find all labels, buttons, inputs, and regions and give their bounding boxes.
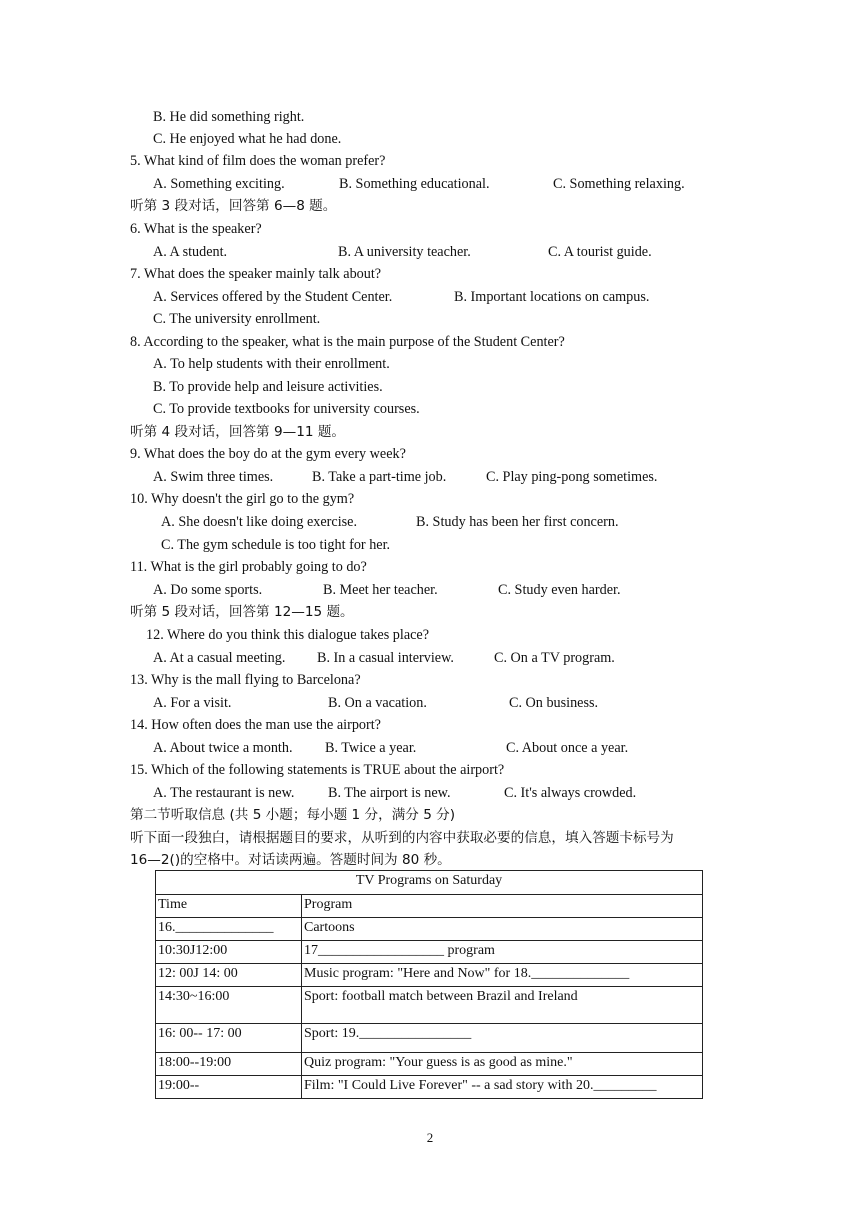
question-line: C. It's always crowded. [504,785,637,801]
question-line: A. The restaurant is new. [153,785,295,801]
question-line: C. A tourist guide. [548,244,652,260]
question-line: 13. Why is the mall flying to Barcelona? [130,672,361,688]
question-line: 12. Where do you think this dialogue takes place? [146,627,430,643]
time-cell: 14:30~16:00 [156,987,302,1024]
table-row [156,918,703,941]
program-cell: Program [302,895,703,918]
time-cell: 12: 00J 14: 00 [156,964,302,987]
question-line: B. A university teacher. [338,244,471,260]
question-line: C. Play ping-pong sometimes. [486,469,658,485]
question-line: B. Study has been her first concern. [416,514,619,530]
question-line: 15. Which of the following statements is TRUE about the airport? [130,762,505,778]
question-line: C. The university enrollment. [153,311,321,327]
program-cell: Cartoons [302,918,703,941]
question-line: A. At a casual meeting. [153,650,286,666]
question-line: A. About twice a month. [153,740,293,756]
program-cell: Film: "I Could Live Forever" -- a sad story with 20._________ [302,1076,703,1099]
program-cell: Sport: football match between Brazil and Ireland [302,987,703,1024]
question-line: 10. Why doesn't the girl go to the gym? [130,491,355,507]
question-line: A. A student. [153,244,228,260]
question-line: C. Study even harder. [498,582,621,598]
table-title: TV Programs on Saturday [156,871,703,895]
table-row [156,1076,703,1099]
question-line: A. Something exciting. [153,176,285,192]
table-row [156,964,703,987]
question-line: C. Something relaxing. [553,176,685,192]
question-line: B. Important locations on campus. [454,289,650,305]
tv-programs-table [155,870,703,1099]
question-line: 9. What does the boy do at the gym every week? [130,446,406,462]
question-line: B. In a casual interview. [317,650,454,666]
question-line: A. Do some sports. [153,582,263,598]
section-instruction: 第二节听取信息 (共 5 小题；每小题 1 分，满分 5 分) [130,807,456,823]
table-row [156,895,703,918]
question-line: 11. What is the girl probably going to do? [130,559,367,575]
question-line: C. To provide textbooks for university courses. [153,401,420,417]
program-cell: 17__________________ program [302,941,703,964]
time-cell: 16.______________ [156,918,302,941]
section-instruction: 听第 4 段对话，回答第 9—11 题。 [130,424,346,440]
time-cell: Time [156,895,302,918]
table-row [156,1024,703,1053]
question-line: B. On a vacation. [328,695,427,711]
time-cell: 16: 00-- 17: 00 [156,1024,302,1053]
question-line: B. He did something right. [153,109,305,125]
section-instruction: 听第 3 段对话，回答第 6—8 题。 [130,198,337,214]
table-row [156,941,703,964]
program-cell: Music program: "Here and Now" for 18.______________ [302,964,703,987]
question-line: B. The airport is new. [328,785,451,801]
question-line: A. Services offered by the Student Center. [153,289,393,305]
question-line: 8. According to the speaker, what is the main purpose of the Student Center? [130,334,565,350]
question-line: 7. What does the speaker mainly talk about? [130,266,382,282]
question-line: C. On business. [509,695,599,711]
question-line: B. Take a part-time job. [312,469,447,485]
question-line: B. Meet her teacher. [323,582,438,598]
program-cell: Sport: 19.________________ [302,1024,703,1053]
table-row [156,987,703,1024]
question-line: 5. What kind of film does the woman prefer? [130,153,386,169]
question-line: B. Something educational. [339,176,490,192]
question-line: A. To help students with their enrollment. [153,356,390,372]
time-cell: 19:00-- [156,1076,302,1099]
page-number: 2 [426,1130,434,1145]
time-cell: 18:00--19:00 [156,1053,302,1076]
question-line: A. She doesn't like doing exercise. [161,514,358,530]
time-cell: 10:30J12:00 [156,941,302,964]
program-cell: Quiz program: "Your guess is as good as mine." [302,1053,703,1076]
question-line: 14. How often does the man use the airport? [130,717,381,733]
question-line: B. To provide help and leisure activities. [153,379,383,395]
question-line: A. Swim three times. [153,469,274,485]
section-instruction: 16—2()的空格中。对话读两遍。答题时间为 80 秒。 [130,852,451,868]
question-line: C. On a TV program. [494,650,615,666]
table-row [156,1053,703,1076]
question-line: C. The gym schedule is too tight for her. [161,537,391,553]
question-line: B. Twice a year. [325,740,417,756]
section-instruction: 听下面一段独白，请根据题目的要求，从听到的内容中获取必要的信息，填入答题卡标号为 [130,830,674,846]
question-line: C. About once a year. [506,740,629,756]
section-instruction: 听第 5 段对话，回答第 12—15 题。 [130,604,354,620]
question-line: C. He enjoyed what he had done. [153,131,342,147]
question-line: 6. What is the speaker? [130,221,262,237]
table-title-row [156,871,703,895]
question-line: A. For a visit. [153,695,232,711]
